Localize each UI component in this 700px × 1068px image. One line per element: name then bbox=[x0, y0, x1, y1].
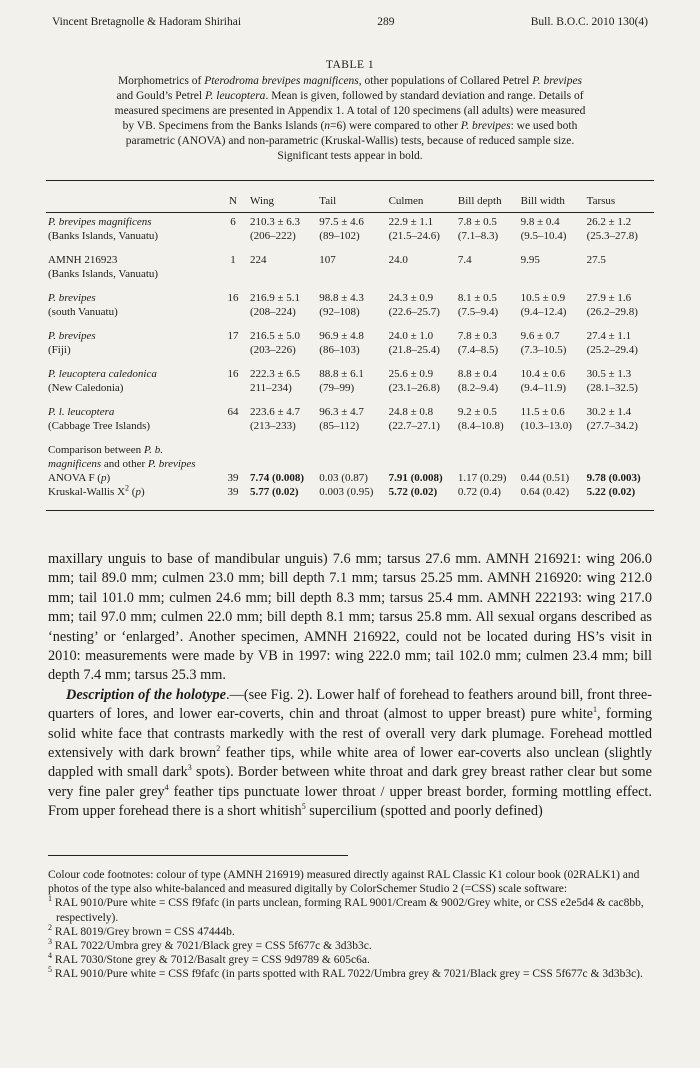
sample-size: 39 bbox=[227, 486, 239, 498]
footnote-number: 2 bbox=[48, 922, 52, 932]
range: (9.4–12.4) bbox=[520, 306, 567, 318]
column-header: Tarsus bbox=[586, 195, 616, 207]
footnote-text: RAL 8019/Grey brown = CSS 47444b. bbox=[54, 925, 235, 938]
footnote-ref: 2 bbox=[216, 744, 221, 754]
mean-sd: 11.5 ± 0.6 bbox=[520, 406, 565, 418]
italic-text: p bbox=[135, 486, 141, 498]
mean-sd: 24.3 ± 0.9 bbox=[388, 292, 434, 304]
mean-sd: 210.3 ± 6.3 bbox=[250, 216, 301, 228]
mean-sd: 10.5 ± 0.9 bbox=[520, 292, 566, 304]
table-cell bbox=[519, 405, 585, 433]
mean-sd: 216.5 ± 5.0 bbox=[250, 330, 301, 342]
range: (26.2–29.8) bbox=[586, 306, 638, 318]
footnote-text: RAL 7022/Umbra grey & 7021/Black grey = CSS 5f677c & 3d3b3c. bbox=[54, 940, 372, 953]
row-label-line: P. leucoptera caledonica bbox=[48, 368, 157, 380]
mean-sd: 98.8 ± 4.3 bbox=[319, 292, 364, 304]
range: (9.4–11.9) bbox=[520, 382, 567, 394]
table-cell bbox=[456, 291, 519, 319]
table-row bbox=[46, 253, 654, 281]
range: (28.1–32.5) bbox=[586, 382, 638, 394]
table-cell bbox=[585, 215, 654, 243]
mean-sd: 96.9 ± 4.8 bbox=[319, 330, 364, 342]
column-header: Bill depth bbox=[457, 195, 502, 207]
header-authors: Vincent Bretagnolle & Hadoram Shirihai bbox=[52, 16, 242, 28]
table-cell bbox=[585, 329, 654, 357]
mean-sd: 96.3 ± 4.7 bbox=[319, 406, 364, 418]
row-label-line: P. brevipes bbox=[48, 292, 96, 304]
table-bottom-rule bbox=[46, 510, 654, 511]
table-row bbox=[46, 215, 654, 243]
range: (25.3–27.8) bbox=[586, 230, 638, 242]
footnote-text: RAL 9010/Pure white = CSS f9fafc (in parts unclean, forming RAL 9001/Cream & 9002/Grey white, or CSS e2e5d4 & cac8bb, respectively). bbox=[54, 897, 644, 924]
table-cell bbox=[248, 367, 317, 395]
table-cell bbox=[585, 405, 654, 433]
caption-line: and Gould’s Petrel P. leucoptera. Mean is given, followed by standard deviation and range. Details of bbox=[116, 90, 584, 102]
footnote bbox=[48, 939, 652, 953]
journal-citation: Bull. B.O.C. 2010 130(4) bbox=[530, 16, 648, 28]
mean-sd: 30.5 ± 1.3 bbox=[586, 368, 632, 380]
table-cell bbox=[585, 291, 654, 319]
mean-sd: 8.1 ± 0.5 bbox=[457, 292, 497, 304]
sample-size: 6 bbox=[230, 216, 236, 228]
range: (21.5–24.6) bbox=[388, 230, 440, 242]
range: (79–99) bbox=[319, 382, 355, 394]
footnote-intro: Colour code footnotes: colour of type (AMNH 216919) measured directly against RAL Classic K1 colour book (02RALK1) and photos of the type also white-balanced and measured digitally by ColorSchemer Studio 2 (=CSS) scale software: bbox=[48, 869, 640, 896]
footnotes bbox=[48, 868, 652, 982]
row-label-line: (Cabbage Tree Islands) bbox=[48, 420, 151, 432]
mean-sd: 22.9 ± 1.1 bbox=[388, 216, 434, 228]
comparison-label: Comparison between P. b. magnificens and other P. brevipes bbox=[48, 444, 196, 470]
table-cell bbox=[456, 405, 519, 433]
mean-sd: 97.5 ± 4.6 bbox=[319, 216, 364, 228]
range: (89–102) bbox=[319, 230, 360, 242]
range: (7.3–10.5) bbox=[520, 344, 567, 356]
table-row bbox=[46, 329, 654, 357]
mean-sd: 7.8 ± 0.5 bbox=[457, 216, 497, 228]
table-cell bbox=[456, 329, 519, 357]
footnote-number: 4 bbox=[48, 951, 52, 961]
test-value: 0.64 (0.42) bbox=[520, 486, 570, 498]
sample-size: 17 bbox=[227, 330, 239, 342]
mean-sd: 24.0 bbox=[388, 254, 408, 266]
range: (213–233) bbox=[250, 420, 296, 432]
italic-text: p bbox=[100, 472, 107, 484]
mean-sd: 9.6 ± 0.7 bbox=[520, 330, 560, 342]
range: (10.3–13.0) bbox=[520, 420, 572, 432]
table-row bbox=[46, 367, 654, 395]
sample-size: 39 bbox=[227, 472, 239, 484]
table-cell bbox=[456, 367, 519, 395]
test-value: 5.22 (0.02) bbox=[586, 486, 636, 498]
caption-line: by VB. Specimens from the Banks Islands (n=6) were compared to other P. brevipes: we used both bbox=[122, 120, 578, 132]
row-label-line: P. l. leucoptera bbox=[48, 406, 115, 418]
row-label-line: (south Vanuatu) bbox=[48, 306, 118, 318]
body-paragraph: Description of the holotype.—(see Fig. 2). Lower half of forehead to feathers around bill, front three-quarters of lores, and lower ear-coverts, chin and throat (almost to upper breast) pure white$^1$, forming solid white face that contrasts markedly with the rest of overall very dark plumage. Forehead mottled extensively with dark brown$^2$ feather tips, while white area of lower ear-coverts also unclean (slightly dappled with small dark$^3$ spots). Border between white throat and dark grey breast rather clear but some very fine paler grey$^4$ feather tips punctuate lower throat / upper breast border, forming mottling effect. From upper forehead there is a short whitish$^5$ supercilium (spotted and poorly defined) bbox=[48, 686, 653, 820]
italic-text: n bbox=[324, 120, 331, 132]
range: (27.7–34.2) bbox=[586, 420, 638, 432]
table-caption-text bbox=[60, 74, 640, 164]
italic-text: magnificens bbox=[48, 458, 102, 470]
test-value: 1.17 (0.29) bbox=[457, 472, 507, 484]
test-name: ANOVA F (p) bbox=[48, 472, 111, 484]
footnote bbox=[48, 922, 652, 939]
footnote-ref: 5 bbox=[301, 802, 306, 812]
table-cell bbox=[519, 291, 585, 319]
row-label bbox=[46, 253, 218, 281]
test-value: 5.77 (0.02) bbox=[250, 486, 299, 498]
row-label-line: P. brevipes bbox=[48, 330, 96, 342]
italic-text: P. leucoptera bbox=[204, 90, 266, 102]
test-name: Kruskal-Wallis $X^2$ (p) bbox=[48, 483, 145, 498]
body-text bbox=[48, 550, 652, 822]
test-value: 7.91 (0.008) bbox=[388, 472, 443, 484]
superscript: 2 bbox=[125, 483, 130, 493]
italic-text: Pterodroma brevipes magnificens bbox=[204, 75, 359, 87]
mean-sd: 9.95 bbox=[520, 254, 540, 266]
range: (7.5–9.4) bbox=[457, 306, 499, 318]
range: (85–112) bbox=[319, 420, 360, 432]
running-header bbox=[52, 16, 648, 28]
mean-sd: 222.3 ± 6.5 bbox=[250, 368, 301, 380]
mean-sd: 8.8 ± 0.4 bbox=[457, 368, 497, 380]
column-header: Culmen bbox=[388, 195, 424, 207]
body-paragraph: maxillary unguis to base of mandibular unguis) 7.6 mm; tarsus 27.6 mm. AMNH 216921: wing 206.0 mm; tail 89.0 mm; culmen 23.0 mm; bill depth 7.1 mm; tarsus 25.25 mm. AMNH 216920: wing 212.0 mm; tail 101.0 mm; culmen 24.6 mm; bill depth 8.3 mm; tarsus 25.4 mm. AMNH 222193: wing 217.0 mm; tail 97.0 mm; culmen 22.0 mm; bill depth 8.1 mm; tarsus 25.8 mm. All sexual organs described as ‘nesting’ or ‘enlarged’. Another specimen, AMNH 216922, could not be located during HS’s visit in 2010: measurements were made by VB in 1997: wing 222.0 mm; tail 102.0 mm; culmen 23.4 mm; bill depth 7.4 mm; tarsus 25.3 mm. bbox=[48, 551, 652, 684]
footnote-number: 1 bbox=[48, 894, 52, 904]
table-row bbox=[46, 405, 654, 433]
range: (22.6–25.7) bbox=[388, 306, 440, 318]
test-value: 0.03 (0.87) bbox=[319, 472, 368, 484]
range: (92–108) bbox=[319, 306, 360, 318]
test-value: 9.78 (0.003) bbox=[586, 472, 641, 484]
footnote bbox=[48, 896, 652, 924]
footnote-rule bbox=[48, 855, 348, 856]
caption-line: parametric (ANOVA) and non-parametric (Kruskal-Wallis) tests, because of reduced sample size. bbox=[125, 135, 575, 147]
test-row bbox=[46, 471, 654, 485]
table-cell bbox=[387, 405, 456, 433]
range: (206–222) bbox=[250, 230, 296, 242]
range: (9.5–10.4) bbox=[520, 230, 567, 242]
italic-text: P. brevipes bbox=[532, 75, 583, 87]
sample-size: 1 bbox=[230, 254, 236, 266]
column-header: Wing bbox=[250, 195, 274, 207]
table-cell bbox=[317, 291, 386, 319]
range: (21.8–25.4) bbox=[388, 344, 440, 356]
row-label bbox=[46, 405, 218, 433]
row-label-line: (New Caledonia) bbox=[48, 382, 124, 394]
page-number: 289 bbox=[377, 16, 395, 28]
mean-sd: 216.9 ± 5.1 bbox=[250, 292, 301, 304]
table-cell bbox=[387, 367, 456, 395]
column-header bbox=[46, 194, 218, 215]
table-cell bbox=[248, 291, 317, 319]
test-value: 5.72 (0.02) bbox=[388, 486, 438, 498]
italic-text: P. b. bbox=[143, 444, 163, 456]
row-label-line: P. brevipes magnificens bbox=[48, 216, 152, 228]
table-cell bbox=[248, 329, 317, 357]
table-cell bbox=[317, 405, 386, 433]
footnote-number: 3 bbox=[48, 937, 52, 947]
mean-sd: 9.8 ± 0.4 bbox=[520, 216, 560, 228]
table-header-row bbox=[46, 194, 654, 215]
table-cell bbox=[519, 215, 585, 243]
column-header: Bill width bbox=[520, 195, 565, 207]
table-caption bbox=[60, 58, 640, 164]
table-row bbox=[46, 291, 654, 319]
footnote-ref: 3 bbox=[187, 763, 192, 773]
footnote bbox=[48, 953, 652, 967]
mean-sd: 24.8 ± 0.8 bbox=[388, 406, 434, 418]
mean-sd: 10.4 ± 0.6 bbox=[520, 368, 566, 380]
italic-text: P. brevipes bbox=[147, 458, 196, 470]
column-header: Tail bbox=[319, 195, 337, 207]
section-heading: Description of the holotype bbox=[66, 686, 226, 703]
table-cell bbox=[519, 367, 585, 395]
table-title: TABLE 1 bbox=[325, 59, 375, 71]
table-cell bbox=[519, 253, 585, 281]
footnote-ref: 4 bbox=[164, 783, 169, 793]
row-label-line: (Banks Islands, Vanuatu) bbox=[48, 268, 159, 280]
column-header: N bbox=[229, 195, 237, 207]
range: (22.7–27.1) bbox=[388, 420, 440, 432]
range: (8.2–9.4) bbox=[457, 382, 499, 394]
row-label bbox=[46, 329, 218, 357]
table-cell bbox=[317, 253, 386, 281]
row-label bbox=[46, 367, 218, 395]
range: (208–224) bbox=[250, 306, 296, 318]
caption-line: Morphometrics of Pterodroma brevipes magnificens, other populations of Collared Petrel P. brevipes bbox=[117, 75, 583, 87]
table-cell bbox=[585, 253, 654, 281]
range: (8.4–10.8) bbox=[457, 420, 504, 432]
sample-size: 64 bbox=[227, 406, 239, 418]
mean-sd: 24.0 ± 1.0 bbox=[388, 330, 434, 342]
table-cell bbox=[387, 291, 456, 319]
range: (7.4–8.5) bbox=[457, 344, 499, 356]
sample-size: 16 bbox=[227, 292, 239, 304]
morphometrics-table bbox=[46, 194, 654, 499]
row-label-line: (Banks Islands, Vanuatu) bbox=[48, 230, 159, 242]
table-cell bbox=[317, 329, 386, 357]
row-label bbox=[46, 215, 218, 243]
mean-sd: 223.6 ± 4.7 bbox=[250, 406, 301, 418]
test-value: 0.44 (0.51) bbox=[520, 472, 570, 484]
range: (25.2–29.4) bbox=[586, 344, 638, 356]
mean-sd: 88.8 ± 6.1 bbox=[319, 368, 364, 380]
range: (86–103) bbox=[319, 344, 360, 356]
row-label bbox=[46, 291, 218, 319]
sample-size: 16 bbox=[227, 368, 239, 380]
mean-sd: 224 bbox=[250, 254, 267, 266]
comparison-row bbox=[46, 443, 654, 471]
mean-sd: 7.4 bbox=[457, 254, 472, 266]
footnote-text: RAL 9010/Pure white = CSS f9fafc (in parts spotted with RAL 7022/Umbra grey & 7021/Black grey = CSS 5f677c & 3d3b3c). bbox=[54, 968, 643, 981]
range: 211–234) bbox=[250, 382, 292, 394]
mean-sd: 26.2 ± 1.2 bbox=[586, 216, 632, 228]
table-cell bbox=[248, 215, 317, 243]
mean-sd: 27.9 ± 1.6 bbox=[586, 292, 632, 304]
table-cell bbox=[519, 329, 585, 357]
mean-sd: 7.8 ± 0.3 bbox=[457, 330, 497, 342]
mean-sd: 107 bbox=[319, 254, 336, 266]
footnote-ref: 1 bbox=[593, 705, 598, 715]
range: (203–226) bbox=[250, 344, 296, 356]
test-value: 0.72 (0.4) bbox=[457, 486, 501, 498]
test-value: 7.74 (0.008) bbox=[250, 472, 305, 484]
mean-sd: 27.5 bbox=[586, 254, 606, 266]
table-cell bbox=[456, 215, 519, 243]
test-row bbox=[46, 485, 654, 499]
row-label-line: AMNH 216923 bbox=[48, 254, 118, 266]
table-cell bbox=[317, 367, 386, 395]
table-top-rule bbox=[46, 180, 654, 181]
mean-sd: 9.2 ± 0.5 bbox=[457, 406, 497, 418]
caption-line: measured specimens are presented in Appendix 1. A total of 120 specimens (all adults) were measured bbox=[114, 105, 586, 117]
caption-line: Significant tests appear in bold. bbox=[277, 150, 423, 162]
italic-text: P. brevipes bbox=[460, 120, 511, 132]
table-cell bbox=[387, 215, 456, 243]
table-cell bbox=[387, 253, 456, 281]
range: (7.1–8.3) bbox=[457, 230, 499, 242]
table-cell bbox=[387, 329, 456, 357]
table-cell bbox=[248, 405, 317, 433]
mean-sd: 27.4 ± 1.1 bbox=[586, 330, 632, 342]
footnote bbox=[48, 967, 652, 981]
footnote-text: RAL 7030/Stone grey & 7012/Basalt grey = CSS 9d9789 & 605c6a. bbox=[54, 954, 370, 967]
test-value: 0.003 (0.95) bbox=[319, 486, 374, 498]
table-cell bbox=[317, 215, 386, 243]
table-cell bbox=[248, 253, 317, 281]
row-label-line: (Fiji) bbox=[48, 344, 71, 356]
table-cell bbox=[585, 367, 654, 395]
footnote-number: 5 bbox=[48, 965, 52, 975]
range: (23.1–26.8) bbox=[388, 382, 440, 394]
table-cell bbox=[456, 253, 519, 281]
mean-sd: 30.2 ± 1.4 bbox=[586, 406, 632, 418]
mean-sd: 25.6 ± 0.9 bbox=[388, 368, 434, 380]
